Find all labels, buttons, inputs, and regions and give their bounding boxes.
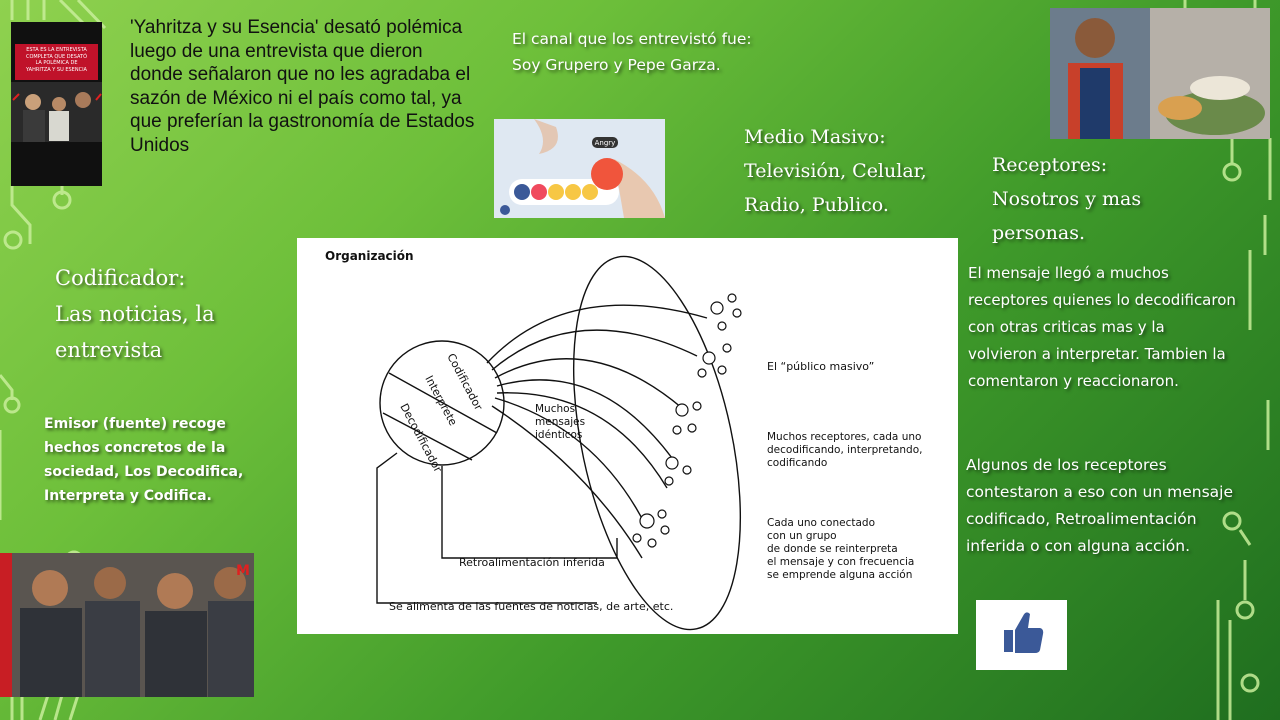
codificador-line: entrevista — [55, 338, 163, 362]
angry-reaction-icon — [591, 158, 623, 190]
food-market-photo — [1050, 8, 1270, 139]
mensajes-line: mensajes — [535, 416, 586, 428]
love-reaction-icon — [531, 184, 547, 200]
emisor-paragraph: Emisor (fuente) recoge hechos concretos de la sociedad, Los Decodifica, Interpreta y Codifica. — [44, 416, 244, 504]
thumbs-up-icon — [976, 600, 1067, 670]
reactions-graphic — [494, 119, 665, 218]
receptores-note: decodificando, interpretando, — [767, 444, 923, 456]
caption-line: LA POLÉMICA DE — [35, 60, 78, 66]
people-silhouettes — [11, 22, 102, 186]
circle-label-codificador: Codificador — [444, 351, 486, 413]
sad-reaction-icon — [582, 184, 598, 200]
codificador-heading: Codificador: — [55, 266, 186, 290]
medio-masivo-block — [744, 120, 974, 222]
circle-label-decodificador: Decodificador — [397, 401, 445, 475]
alimenta-label: Se alimenta de las fuentes de noticias, de arte, etc. — [389, 600, 674, 613]
conectado-note: Cada uno conectado — [767, 517, 875, 529]
logo-text: M — [236, 563, 250, 579]
group-interview-photo — [0, 553, 254, 697]
caption-line: YAHRITZA Y SU ESENCIA — [26, 66, 87, 73]
caption-line: ESTA ES LA ENTREVISTA — [26, 47, 87, 53]
receptores-heading: Receptores: — [992, 154, 1108, 176]
mensajes-line: idénticos — [535, 429, 583, 441]
communication-diagram — [297, 238, 958, 634]
receptores-note: Muchos receptores, cada uno — [767, 431, 922, 443]
publico-label: El “público masivo” — [767, 360, 875, 373]
wow-reaction-icon — [565, 184, 581, 200]
angry-label: Angry — [594, 139, 616, 147]
codificador-line: Las noticias, la — [55, 302, 215, 326]
market-scene — [1050, 8, 1270, 139]
mensajes-line: Muchos — [535, 403, 576, 415]
mensaje-paragraph: El mensaje llegó a muchos receptores quienes lo decodificaron con otras criticas mas y la volvieron a interpretar. Tambien la comentaron y reaccionaron. — [968, 264, 1236, 390]
conectado-note: se emprende alguna acción — [767, 569, 913, 581]
interview-video-thumbnail — [11, 22, 102, 186]
medio-line: Televisión, Celular, — [744, 160, 927, 182]
conectado-note: de donde se reinterpreta — [767, 543, 898, 555]
receptores-line: personas. — [992, 222, 1086, 244]
receptores-line: Nosotros y mas — [992, 188, 1142, 210]
like-reaction-icon — [514, 184, 530, 200]
canal-paragraph: El canal que los entrevistó fue: Soy Grupero y Pepe Garza. — [512, 30, 752, 74]
haha-reaction-icon — [548, 184, 564, 200]
conectado-note: con un grupo — [767, 530, 837, 542]
receptores-block — [992, 148, 1192, 250]
medio-line: Radio, Publico. — [744, 194, 889, 216]
retro-label: Retroalimentación inferida — [459, 556, 605, 569]
diagram-title: Organización — [325, 249, 414, 263]
codificador-block — [55, 260, 255, 368]
circle-label-interprete: Interprete — [422, 373, 460, 428]
receptores-note: codificando — [767, 457, 828, 469]
facebook-reactions-image — [494, 119, 665, 218]
group-scene — [0, 553, 254, 697]
caption-line: COMPLETA QUE DESATÓ — [25, 53, 88, 60]
like-image — [976, 600, 1067, 670]
algunos-paragraph: Algunos de los receptores contestaron a eso con un mensaje codificado, Retroalimentación inferida o con alguna acción. — [966, 456, 1234, 555]
medio-heading: Medio Masivo: — [744, 126, 886, 148]
conectado-note: el mensaje y con frecuencia — [767, 556, 915, 568]
intro-paragraph: 'Yahritza y su Esencia' desató polémica luego de una entrevista que dieron donde señalaron que no les agradaba el sazón de México ni el país como tal, ya que preferían la gastronomía de Estados Unidos — [130, 17, 475, 156]
